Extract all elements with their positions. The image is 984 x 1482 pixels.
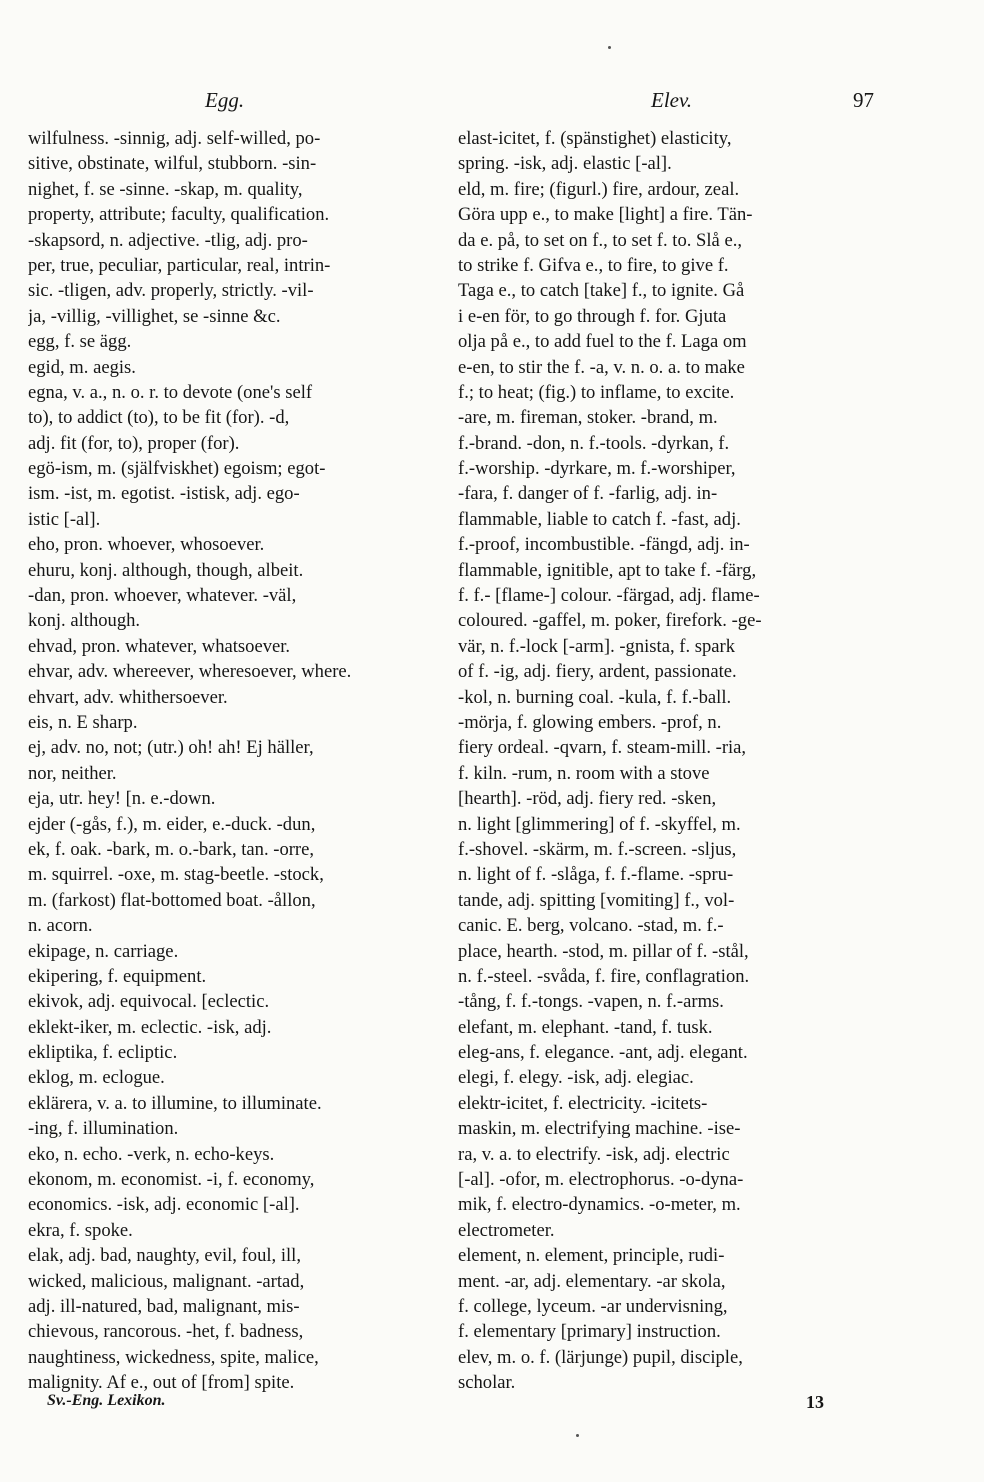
entry-line: ra, v. a. to electrify. -isk, adj. electric [458, 1143, 730, 1165]
entry-line: eho, pron. whoever, whosoever. [28, 534, 265, 556]
entry-line: wilfulness. -sinnig, adj. self-willed, po- [28, 128, 321, 149]
entry-line: element, n. element, principle, rudi- [458, 1245, 725, 1267]
entry-line: f. f.- [flame-] colour. -färgad, adj. flame- [458, 585, 760, 607]
entry-line: i e-en för, to go through f. for. Gjuta [458, 305, 727, 327]
entry-line: egna, v. a., n. o. r. to devote (one's self [28, 381, 313, 403]
entry-line: -skapsord, n. adjective. -tlig, adj. pro- [28, 229, 308, 251]
entry-line: maskin, m. electrifying machine. -ise- [458, 1118, 741, 1140]
entry-line: elak, adj. bad, naughty, evil, foul, ill, [28, 1245, 301, 1267]
entry-line: nighet, f. se -sinne. -skap, m. quality, [28, 178, 303, 200]
entry-line: da e. på, to set on f., to set f. to. Slå e., [458, 229, 743, 251]
entry-line: -are, m. fireman, stoker. -brand, m. [458, 407, 718, 429]
entry-line: f.-shovel. -skärm, m. f.-screen. -sljus, [458, 838, 737, 860]
running-head-right: Elev. [651, 88, 692, 112]
entry-line: eleg-ans, f. elegance. -ant, adj. elegant. [458, 1042, 748, 1064]
entry-line: n. light of f. -slåga, f. f.-flame. -spru- [458, 864, 734, 886]
entry-line: canic. E. berg, volcano. -stad, m. f.- [458, 915, 724, 937]
entry-line: adj. ill-natured, bad, malignant, mis- [28, 1295, 300, 1317]
entry-line: f.-worship. -dyrkare, m. f.-worshiper, [458, 458, 736, 480]
entry-line: electrometer. [458, 1219, 555, 1241]
entry-line: sic. -tligen, adv. properly, strictly. -vil- [28, 280, 314, 302]
entry-line: ekipage, n. carriage. [28, 940, 179, 962]
entry-line: m. (farkost) flat-bottomed boat. -ållon, [28, 889, 316, 911]
entry-line: f. elementary [primary] instruction. [458, 1321, 721, 1343]
entry-line: place, hearth. -stod, m. pillar of f. -stål, [458, 940, 749, 962]
entry-line: f.; to heat; (fig.) to inflame, to excite. [458, 381, 735, 403]
entry-line: ment. -ar, adj. elementary. -ar skola, [458, 1270, 726, 1292]
entry-line: vär, n. f.-lock [-arm]. -gnista, f. spark [458, 635, 736, 657]
entry-line: -ing, f. illumination. [28, 1118, 179, 1140]
entry-line: ism. -ist, m. egotist. -istisk, adj. ego- [28, 483, 300, 505]
entry-line: scholar. [458, 1372, 516, 1394]
print-speck [576, 1434, 579, 1437]
entry-line: eja, utr. hey! [n. e.-down. [28, 788, 216, 810]
entry-line: -fara, f. danger of f. -farlig, adj. in- [458, 483, 718, 505]
entry-line: to), to addict (to), to be fit (for). -d, [28, 407, 290, 429]
entry-line: mik, f. electro-dynamics. -o-meter, m. [458, 1194, 741, 1216]
entry-line: f.-proof, incombustible. -fängd, adj. in- [458, 534, 750, 556]
entry-line: fiery ordeal. -qvarn, f. steam-mill. -ria, [458, 737, 747, 759]
entry-line: elev, m. o. f. (lärjunge) pupil, disciple, [458, 1346, 743, 1368]
right-column [458, 126, 878, 1396]
entry-line: adj. fit (for, to), proper (for). [28, 432, 240, 454]
signature-mark: Sv.-Eng. Lexikon. [47, 1392, 166, 1409]
entry-line: tande, adj. spitting [vomiting] f., vol- [458, 889, 735, 911]
entry-line: m. squirrel. -oxe, m. stag-beetle. -stock, [28, 864, 324, 886]
entry-line: ehvart, adv. whithersoever. [28, 686, 228, 708]
entry-line: egg, f. se ägg. [28, 331, 132, 353]
entry-line: eklekt-iker, m. eclectic. -isk, adj. [28, 1016, 272, 1038]
running-head-left: Egg. [205, 88, 245, 112]
entry-line: ja, -villig, -villighet, se -sinne &c. [28, 305, 281, 327]
entry-line: ek, f. oak. -bark, m. o.-bark, tan. -orre, [28, 838, 315, 860]
entry-line: to strike f. Gifva e., to fire, to give f. [458, 254, 729, 276]
entry-line: ekliptika, f. ecliptic. [28, 1042, 178, 1064]
entry-line: chievous, rancorous. -het, f. badness, [28, 1321, 304, 1343]
entry-line: elektr-icitet, f. electricity. -icitets- [458, 1092, 708, 1114]
entry-line: property, attribute; faculty, qualification. [28, 204, 330, 226]
entry-line: flammable, liable to catch f. -fast, adj. [458, 508, 741, 530]
entry-line: ej, adv. no, not; (utr.) oh! ah! Ej häller, [28, 737, 314, 759]
page-number: 97 [853, 88, 874, 112]
entry-line: Taga e., to catch [take] f., to ignite. Gå [458, 280, 745, 302]
entry-line: eko, n. echo. -verk, n. echo-keys. [28, 1143, 275, 1165]
entry-line: -dan, pron. whoever, whatever. -väl, [28, 585, 297, 607]
entry-line: nor, neither. [28, 762, 117, 784]
entry-line: Göra upp e., to make [light] a fire. Tän- [458, 204, 753, 226]
entry-line: n. acorn. [28, 915, 93, 937]
entry-line: f. kiln. -rum, n. room with a stove [458, 762, 710, 784]
entry-line: coloured. -gaffel, m. poker, firefork. -ge- [458, 610, 762, 632]
entry-line: malignity. Af e., out of [from] spite. [28, 1372, 295, 1394]
entry-line: ehvad, pron. whatever, whatsoever. [28, 635, 291, 657]
entry-line: f. college, lyceum. -ar undervisning, [458, 1295, 728, 1317]
entry-line: elefant, m. elephant. -tand, f. tusk. [458, 1016, 713, 1038]
entry-line: flammable, ignitible, apt to take f. -färg, [458, 559, 757, 581]
entry-line: elegi, f. elegy. -isk, adj. elegiac. [458, 1067, 694, 1089]
entry-line: istic [-al]. [28, 508, 101, 530]
entry-line: n. light [glimmering] of f. -skyffel, m. [458, 813, 741, 835]
entry-line: -tång, f. f.-tongs. -vapen, n. f.-arms. [458, 991, 724, 1013]
entry-line: ejder (-gås, f.), m. eider, e.-duck. -dun, [28, 813, 316, 835]
signature-number: 13 [806, 1392, 824, 1412]
entry-line: f.-brand. -don, n. f.-tools. -dyrkan, f. [458, 432, 730, 454]
entry-line: sitive, obstinate, wilful, stubborn. -sin- [28, 153, 317, 175]
entry-line: economics. -isk, adj. economic [-al]. [28, 1194, 300, 1216]
entry-line: n. f.-steel. -svåda, f. fire, conflagration. [458, 965, 750, 987]
entry-line: egid, m. aegis. [28, 356, 136, 378]
entry-line: per, true, peculiar, particular, real, intrin- [28, 254, 331, 276]
entry-line: of f. -ig, adj. fiery, ardent, passionate. [458, 661, 737, 683]
entry-line: ekonom, m. economist. -i, f. economy, [28, 1169, 315, 1191]
entry-line: ehvar, adv. whereever, wheresoever, where. [28, 661, 352, 683]
entry-line: -kol, n. burning coal. -kula, f. f.-ball. [458, 686, 732, 708]
left-column [28, 126, 440, 1396]
entry-line: eld, m. fire; (figurl.) fire, ardour, zeal. [458, 178, 740, 200]
entry-line: ehuru, konj. although, though, albeit. [28, 559, 304, 581]
entry-line: spring. -isk, adj. elastic [-al]. [458, 153, 672, 175]
entry-line: olja på e., to add fuel to the f. Laga om [458, 331, 747, 353]
entry-line: egö-ism, m. (själfviskhet) egoism; egot- [28, 458, 326, 480]
entry-line: [-al]. -ofor, m. electrophorus. -o-dyna- [458, 1169, 744, 1191]
entry-line: -mörja, f. glowing embers. -prof, n. [458, 711, 722, 733]
entry-line: eklog, m. eclogue. [28, 1067, 165, 1089]
entry-line: ekra, f. spoke. [28, 1219, 133, 1241]
entry-line: eis, n. E sharp. [28, 711, 138, 733]
entry-line: e-en, to stir the f. -a, v. n. o. a. to make [458, 356, 745, 378]
entry-line: ekipering, f. equipment. [28, 965, 207, 987]
print-speck [608, 46, 611, 49]
entry-line: naughtiness, wickedness, spite, malice, [28, 1346, 319, 1368]
entry-line: elast-icitet, f. (spänstighet) elasticity, [458, 128, 732, 149]
entry-line: [hearth]. -röd, adj. fiery red. -sken, [458, 788, 717, 810]
entry-line: wicked, malicious, malignant. -artad, [28, 1270, 305, 1292]
entry-line: konj. although. [28, 610, 141, 632]
entry-line: ekivok, adj. equivocal. [eclectic. [28, 991, 270, 1013]
entry-line: eklärera, v. a. to illumine, to illuminate. [28, 1092, 322, 1114]
